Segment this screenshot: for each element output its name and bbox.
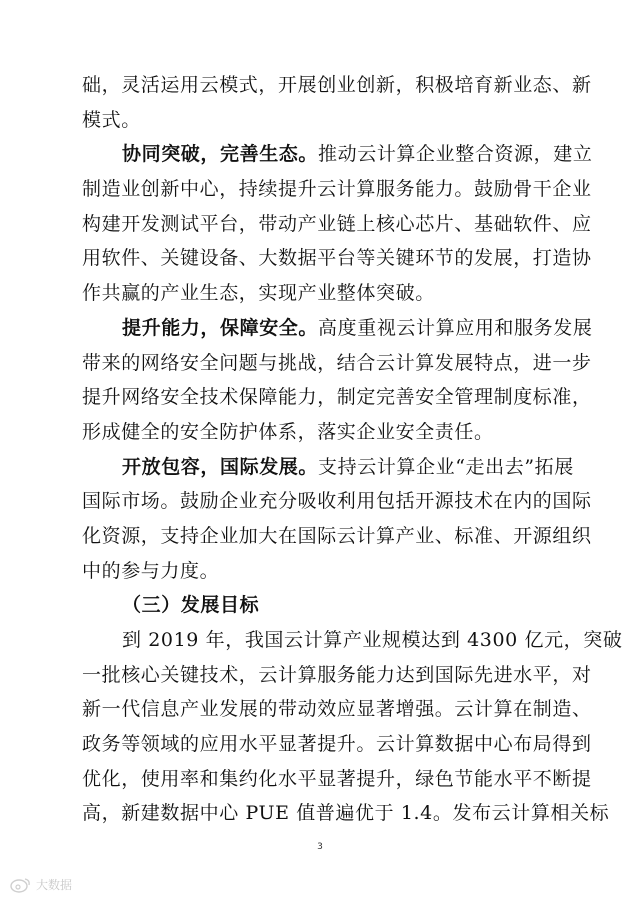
- page-number: 3: [317, 842, 323, 852]
- text-line: [82, 311, 593, 346]
- text-line: 提升网络安全技术保障能力，制定完善安全管理制度标准，: [82, 386, 592, 409]
- text-line: 新一代信息产业发展的带动效应显著增强。云计算在制造、: [82, 698, 592, 721]
- text-line: 带来的网络安全问题与挑战，结合云计算发展特点，进一步: [82, 351, 592, 374]
- paragraph-text: 推动云计算企业整合资源，建立: [318, 143, 593, 166]
- paragraph-lead: 开放包容，国际发展。: [122, 455, 319, 478]
- body-text: [82, 68, 623, 831]
- watermark-text: 大数据: [36, 878, 73, 892]
- text-line: 国际市场。鼓励企业充分吸收利用包括开源技术在内的国际: [82, 490, 592, 513]
- text-line: 模式。: [82, 108, 141, 131]
- text-line: 优化，使用率和集约化水平显著提升，绿色节能水平不断提: [82, 767, 592, 790]
- section-heading: （三）发展目标: [122, 594, 260, 617]
- text-line: [82, 137, 593, 172]
- text-line: 化资源，支持企业加大在国际云计算产业、标准、开源组织: [82, 524, 592, 547]
- weibo-logo-icon: [10, 877, 32, 893]
- text-line: 一批核心关键技术，云计算服务能力达到国际先进水平，对: [82, 663, 592, 686]
- text-line: [82, 450, 574, 485]
- text-line: 形成健全的安全防护体系，落实企业安全责任。: [82, 420, 494, 443]
- text-line: 到 2019 年，我国云计算产业规模达到 4300 亿元，突破: [122, 629, 623, 651]
- text-line: 高，新建数据中心 PUE 值普遍优于 1.4。发布云计算相关标: [82, 802, 610, 825]
- text-line: 制造业创新中心，持续提升云计算服务能力。鼓励骨干企业: [82, 178, 592, 201]
- text-line: 础，灵活运用云模式，开展创业创新，积极培育新业态、新: [82, 74, 592, 96]
- paragraph-text: 支持云计算企业“走出去”拓展: [318, 455, 574, 478]
- text-line: 作共赢的产业生态，实现产业整体突破。: [82, 282, 435, 305]
- text-line: 构建开发测试平台，带动产业链上核心芯片、基础软件、应: [82, 212, 592, 235]
- text-line: 用软件、关键设备、大数据平台等关键环节的发展，打造协: [82, 247, 592, 270]
- text-line: 政务等领域的应用水平显著提升。云计算数据中心布局得到: [82, 733, 592, 756]
- text-line: 中的参与力度。: [82, 559, 220, 582]
- paragraph-lead: 提升能力，保障安全。: [122, 316, 319, 339]
- paragraph-lead: 协同突破，完善生态。: [122, 143, 319, 166]
- paragraph-text: 高度重视云计算应用和服务发展: [318, 316, 593, 339]
- watermark: [10, 876, 72, 893]
